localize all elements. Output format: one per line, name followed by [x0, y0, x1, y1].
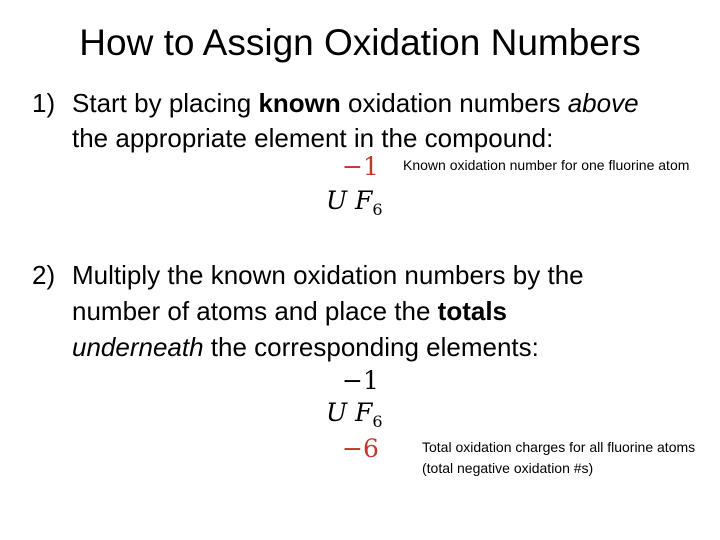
- step-2-totals-emphasis: totals: [437, 296, 508, 326]
- formula-2-subscript: 6: [372, 412, 383, 431]
- formula-2-fluorine: F: [355, 398, 373, 427]
- step-2-line-2-pre: number of atoms and place the: [72, 296, 438, 326]
- formula-1-compound: [326, 186, 383, 219]
- slide-title: How to Assign Oxidation Numbers: [79, 22, 641, 63]
- step-2-underneath-emphasis: underneath: [72, 332, 204, 362]
- step-2-line-3: [72, 329, 539, 366]
- step-2-line-2: [72, 293, 507, 330]
- step-2-number: 2): [32, 260, 56, 290]
- step-1-line-2: the appropriate element in the compound:: [72, 123, 554, 153]
- step-1-line-1: [72, 85, 639, 122]
- step-2-line-3-post: the corresponding elements:: [203, 332, 539, 362]
- formula-2-uranium: U: [326, 398, 348, 427]
- step-1-known-emphasis: known: [258, 88, 341, 118]
- note-known-oxidation: Known oxidation number for one fluorine atom: [403, 157, 690, 173]
- note-total-oxidation: Total oxidation charges for all fluorine atoms (total negative oxidation #s): [422, 439, 696, 476]
- formula-1-uranium: U: [326, 186, 348, 215]
- step-1-line-1-mid: oxidation numbers: [340, 88, 568, 118]
- step-2-line-1: Multiply the known oxidation numbers by the: [72, 260, 584, 290]
- formula-1-subscript: 6: [372, 200, 383, 219]
- formula-2-total-oxidation: −6: [342, 434, 379, 463]
- formula-2-known-oxidation: −1: [342, 366, 379, 395]
- step-1-above-emphasis: above: [567, 88, 639, 118]
- formula-1-fluorine: F: [355, 186, 373, 215]
- formula-1-known-oxidation: −1: [342, 152, 379, 181]
- step-1-line-1-pre: Start by placing: [72, 88, 259, 118]
- formula-2-compound: [326, 398, 383, 431]
- step-1-number: 1): [32, 88, 56, 118]
